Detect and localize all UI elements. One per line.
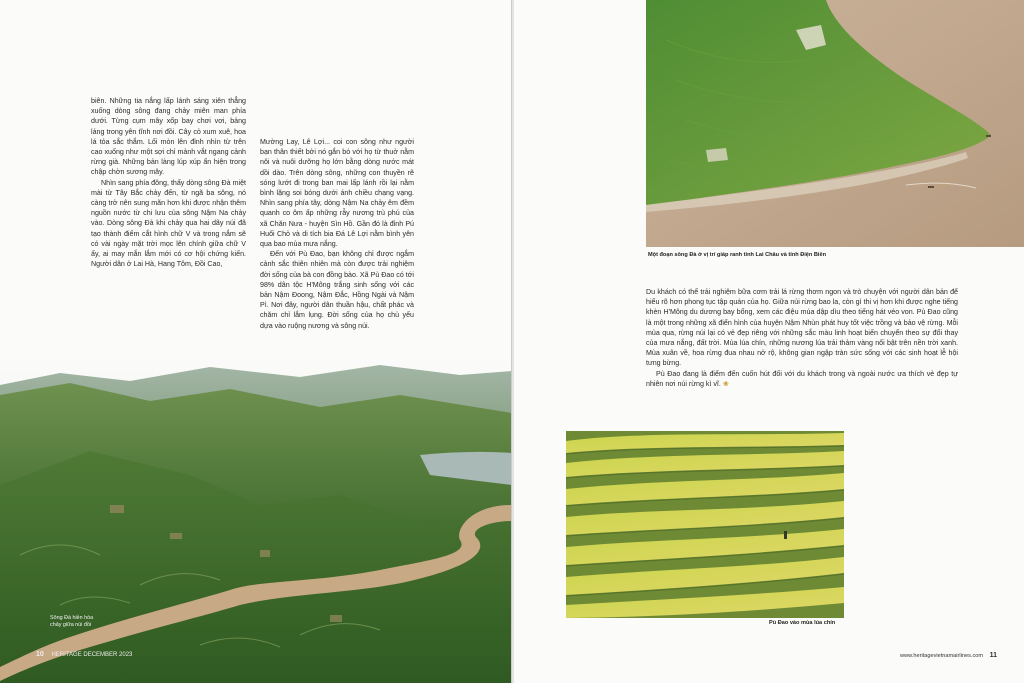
rice-terrace-photo [566, 431, 844, 618]
paragraph: Mường Lay, Lê Lợi... coi con sông như người bạn thân thiết bởi nó gắn bó với họ từ thuở nằm nôi và nuôi dưỡng họ lớn bằng dòng nước mát dồi dào. Trên dòng sông, những con thuyền rẽ sóng lướt đi trong ban mai lấp lánh rồi lại nằm bình lặng soi bóng dưới ánh chiều chạng vạng. Nhìn sang phía tây, dòng Nậm Na chảy êm đềm quanh co ôm ấp những rẫy nương trù phú của xã Chăn Nưa - huyện Sìn Hồ. Gần đó là đỉnh Pú Huổi Chỏ và di tích bia Đá Lê Lợi nằm bình yên qua bao mùa mưa nắng. [260, 138, 414, 249]
paragraph-text: Pù Đao đang là điểm đến cuốn hút đối với du khách trong và ngoài nước ưa thích vẻ đẹp tự nhiên nơi núi rừng kì vĩ. [646, 369, 958, 388]
left-folio [36, 651, 132, 658]
top-photo-caption: Một đoạn sông Đà ở vị trí giáp ranh tỉnh Lai Châu và tỉnh Điện Biên [648, 252, 827, 258]
folio-url[interactable]: www.heritagevietnamairlines.com [900, 653, 984, 659]
folio-text: HERITAGE DECEMBER 2023 [51, 652, 133, 658]
paragraph: Du khách có thể trải nghiệm bữa cơm trải lá rừng thơm ngon và trò chuyện với người dân bản để hiểu rõ hơn phong tục tập quán của họ. Giữa núi rừng bao la, còn gì thi vị hơn khi được nghe tiếng khèn H'Mông du dương bay bổng, xem các điệu múa dập dìu theo tiếng hát véo von. Pù Đao cũng là một trong những xã điển hình của huyện Nậm Nhùn phát huy tốt việc trồng và bảo vệ rừng. Mỗi mùa qua, rừng núi lại có vẻ đẹp riêng với những sắc màu linh hoạt biến chuyển theo sự đổi thay của mưa nắng, đất trời. Mùa lúa chín, những nương lúa trải thảm vàng nổi bật trên nền trời xanh. Mùa xuân về, hoa rừng đua nhau nở rộ, không gian ngập tràn sức sống với các sinh hoạt lễ hội tưng bừng. [646, 288, 958, 368]
paragraph: biên. Những tia nắng lấp lánh sáng xiên thẳng xuống dòng sông đang chảy miên man phía dưới. Từng cụm mây xốp bay chơi vơi, bảng lảng trong yên tĩnh nơi đồi. Cây cỏ xum xuê, hoa lá tỏa sắc thắm. Lối mòn lên đỉnh nhìn từ trên cao xuống như một sợi chỉ mảnh vắt ngang cảnh rừng già. Những bản làng lúp xúp ẩn hiện trong chập chờn sương mây. [91, 97, 246, 177]
right-page [514, 0, 1024, 683]
left-column-2 [260, 137, 414, 331]
terrace-photo-caption: Pù Đao vào mùa lúa chín [769, 620, 836, 626]
right-column [646, 287, 958, 390]
paragraph: Đến với Pù Đao, bạn không chỉ được ngắm cảnh sắc thiên nhiên mà còn được trải nghiệm đời sống của bà con đồng bào. Xã Pù Đao có tới 98% dân tộc H'Mông trắng sinh sống với các bản Nậm Đoong, Nậm Đắc, Hồng Ngài và Nậm Pì. Nơi đây, người dân thuần hậu, chất phác và chăm chỉ lắm lụng. Đời sống của họ chủ yếu dựa vào ruộng nương và sông núi. [260, 250, 414, 330]
left-column-1 [91, 96, 246, 269]
paragraph: Nhìn sang phía đông, thấy dòng sông Đà miệt mài từ Tây Bắc chảy đến, từ ngã ba sông, nó càng trở nên sung mãn hơn khi được nhận thêm nguồn nước từ chi lưu của sông Nậm Na chảy vào. Dòng sông Đà khi chảy qua hai dãy núi đã tạo thành điểm cắt hình chữ V và trong nắm sẽ có vài ngày mặt trời mọc lên chính giữa chữ V ấy, ai may mắn lắm mới có cơ hội chứng kiến. Người dân ở Lai Hà, Hang Tôm, Đồi Cao, [91, 178, 246, 269]
paragraph [646, 369, 958, 390]
river-bank-photo [646, 0, 1024, 247]
caption-line: chảy giữa núi đồi [50, 622, 92, 628]
river-valley-illustration [0, 355, 512, 683]
page-number: 11 [989, 652, 997, 659]
lotus-end-icon: ❀ [722, 380, 729, 388]
page-number: 10 [36, 651, 44, 658]
river-photo-caption [50, 615, 120, 629]
rice-terrace-illustration [566, 431, 844, 618]
river-valley-photo [0, 355, 512, 683]
caption-line: Sông Đà hiền hòa [50, 615, 94, 621]
right-folio [900, 652, 997, 659]
river-bank-illustration [646, 0, 1024, 247]
